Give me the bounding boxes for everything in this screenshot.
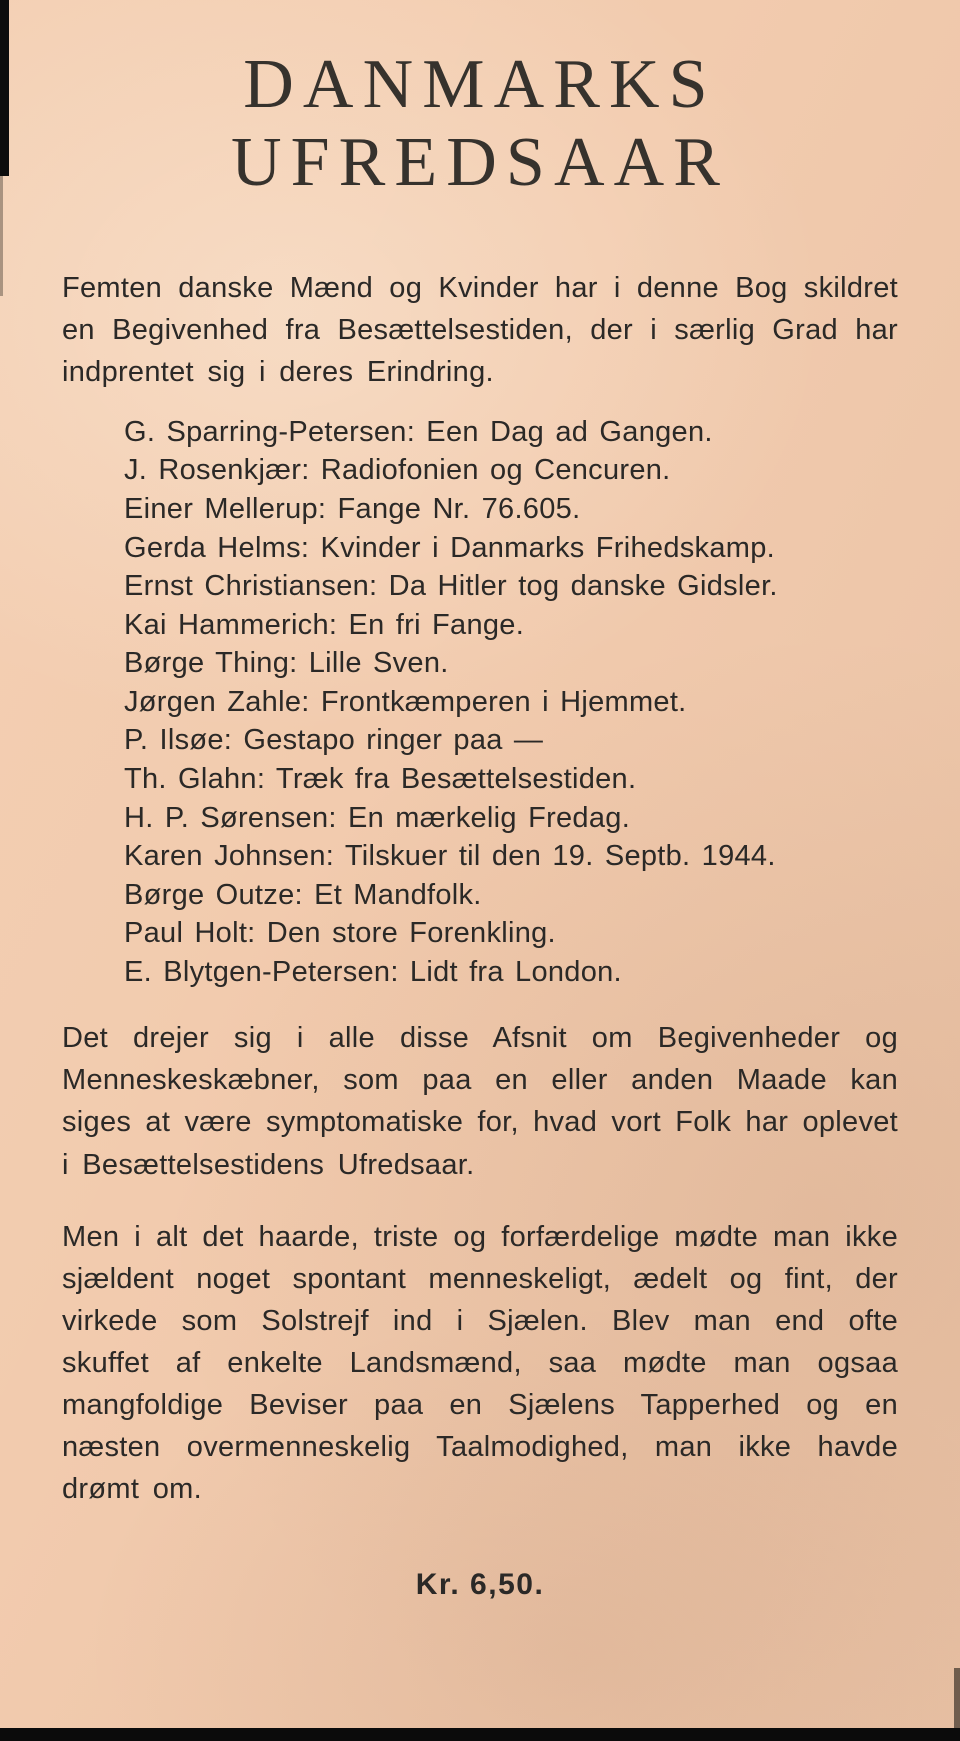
book-title-line-2: UFREDSAAR xyxy=(230,124,730,202)
contents-list-item: Kai Hammerich: En fri Fange. xyxy=(124,608,525,641)
contents-list-item: P. Ilsøe: Gestapo ringer paa — xyxy=(124,724,544,757)
book-title xyxy=(62,46,898,203)
contents-list-item: Karen Johnsen: Tilskuer til den 19. Septb. 1944. xyxy=(124,840,776,873)
intro-paragraph: Femten danske Mænd og Kvinder har i denne Bog skildret en Begivenhed fra Besættelsestiden, der i særlig Grad har indprentet sig i deres Erindring. xyxy=(62,271,898,388)
contents-list-item: J. Rosenkjær: Radiofonien og Cencuren. xyxy=(124,454,671,487)
scan-artifact-left-edge xyxy=(0,0,9,176)
contents-list-item: Gerda Helms: Kvinder i Danmarks Frihedskamp. xyxy=(124,531,775,564)
contents-list-item: H. P. Sørensen: En mærkelig Fredag. xyxy=(124,801,631,834)
book-title-line-1: DANMARKS xyxy=(243,46,717,123)
contents-list xyxy=(62,413,898,991)
contents-list-item: Jørgen Zahle: Frontkæmperen i Hjemmet. xyxy=(124,685,687,718)
contents-list-item: Børge Outze: Et Mandfolk. xyxy=(124,878,482,911)
contents-list-item: E. Blytgen-Petersen: Lidt fra London. xyxy=(124,955,622,988)
scan-artifact-left-edge-fade xyxy=(0,176,3,296)
contents-list-item: Ernst Christiansen: Da Hitler tog danske Gidsler. xyxy=(124,570,778,603)
contents-list-item: Paul Holt: Den store Forenkling. xyxy=(124,917,556,950)
scan-artifact-bottom-right-edge xyxy=(954,1668,960,1728)
closing-paragraph: Men i alt det haarde, triste og forfærdelige mødte man ikke sjældent noget spontant menneskeligt, ædelt og fint, der virkede som Solstrejf ind i Sjælen. Blev man end ofte skuffet af enkelte Landsmænd, saa mødte man ogsaa mangfoldige Beviser paa en Sjælens Tapperhed og en næsten overmenneskelig Taalmodighed, man ikke havde drømt om. xyxy=(62,1220,898,1505)
summary-paragraph: Det drejer sig i alle disse Afsnit om Begivenheder og Menneskeskæbner, som paa en eller anden Maade kan siges at være symptomatiske for, hvad vort Folk har oplevet i Besættelsestidens Ufredsaar. xyxy=(62,1022,898,1181)
scan-artifact-bottom-edge xyxy=(0,1728,960,1741)
contents-list-item: Einer Mellerup: Fange Nr. 76.605. xyxy=(124,493,581,526)
contents-list-item: G. Sparring-Petersen: Een Dag ad Gangen. xyxy=(124,415,713,448)
contents-list-item: Th. Glahn: Træk fra Besættelsestiden. xyxy=(124,762,637,795)
contents-list-item: Børge Thing: Lille Sven. xyxy=(124,647,449,680)
price-label: Kr. 6,50. xyxy=(415,1567,545,1601)
